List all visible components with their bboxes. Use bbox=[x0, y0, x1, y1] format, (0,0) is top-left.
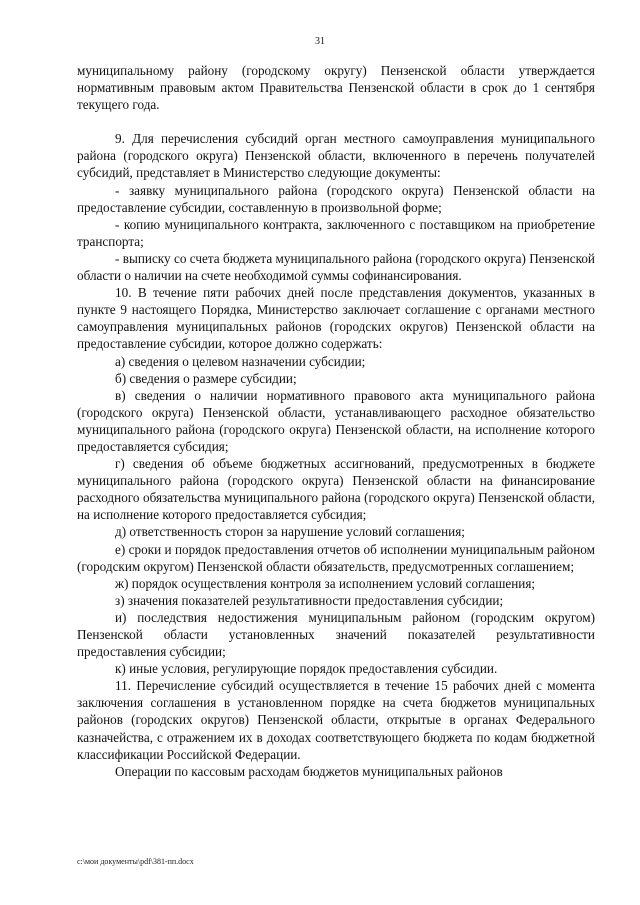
list-item-i: и) последствия недостижения муниципальным районом (городским округом) Пензенской области установленных значений показателей результативности предоставления субсидии; bbox=[77, 609, 595, 660]
paragraph-item-10: 10. В течение пяти рабочих дней после представления документов, указанных в пункте 9 настоящего Порядка, Министерство заключает соглашение с органами местного самоуправления муниципальных районов (городских округов) Пензенской области на предоставление субсидии, которое должно содержать: bbox=[77, 285, 595, 352]
list-item-k: к) иные условия, регулирующие порядок предоставления субсидии. bbox=[115, 661, 498, 677]
list-item-d: д) ответственность сторон за нарушение условий соглашения; bbox=[115, 524, 465, 540]
document-body bbox=[77, 62, 595, 780]
list-item-v: в) сведения о наличии нормативного правового акта муниципального района (городского округа) Пензенской области, устанавливающего расходное обязательство муниципального района (городского округа) Пензенской области, на исполнение которого предоставляется субсидия; bbox=[77, 387, 595, 454]
list-item-b: б) сведения о размере субсидии; bbox=[115, 370, 297, 386]
list-item-account-statement: - выписку со счета бюджета муниципального района (городского округа) Пензенской области о наличии на счете необходимой суммы софинансирования. bbox=[77, 250, 595, 284]
list-item-a: а) сведения о целевом назначении субсидии; bbox=[115, 353, 366, 369]
list-item-zh: ж) порядок осуществления контроля за исполнением условий соглашения; bbox=[115, 575, 536, 591]
paragraph-item-9: 9. Для перечисления субсидий орган местного самоуправления муниципального района (городского округа) Пензенской области, включенного в перечень получателей субсидий, представляет в Министерство следующие документы: bbox=[77, 131, 595, 181]
paragraph-continuation: муниципальному району (городскому округу) Пензенской области утверждается нормативным правовым актом Правительства Пензенской области в срок до 1 сентября текущего года. bbox=[77, 63, 595, 113]
list-item-contract-copy: - копию муниципального контракта, заключенного с поставщиком на приобретение транспорта; bbox=[77, 216, 595, 249]
list-item-z: з) значения показателей результативности предоставления субсидии; bbox=[115, 592, 504, 608]
list-item-e: е) сроки и порядок предоставления отчетов об исполнении муниципальным районом (городским округом) Пензенской области обязательств, предусмотренных соглашением; bbox=[77, 541, 595, 574]
list-item-application: - заявку муниципального района (городского округа) Пензенской области на предоставление субсидии, составленную в произвольной форме; bbox=[77, 182, 595, 215]
paragraph-item-11: 11. Перечисление субсидий осуществляется в течение 15 рабочих дней с момента заключения соглашения в установленном порядке на счета бюджетов муниципальных районов (городских округов) Пензенской области, открытые в органах Федерального казначейства, с отражением их в доходах соответствующего бюджета по кодам бюджетной классификации Российской Федерации. bbox=[77, 678, 595, 762]
page-number: 31 bbox=[315, 36, 325, 47]
paragraph-operations: Операции по кассовым расходам бюджетов муниципальных районов bbox=[115, 763, 503, 779]
list-item-g: г) сведения об объеме бюджетных ассигнований, предусмотренных в бюджете муниципального района (городского округа) Пензенской области на финансирование расходного обязательства муниципального района (городского округа) Пензенской области, на исполнение которого предоставляется субсидия; bbox=[77, 456, 595, 523]
footer-file-path: c:\мои документы\pdf\381-пп.docx bbox=[77, 857, 194, 866]
